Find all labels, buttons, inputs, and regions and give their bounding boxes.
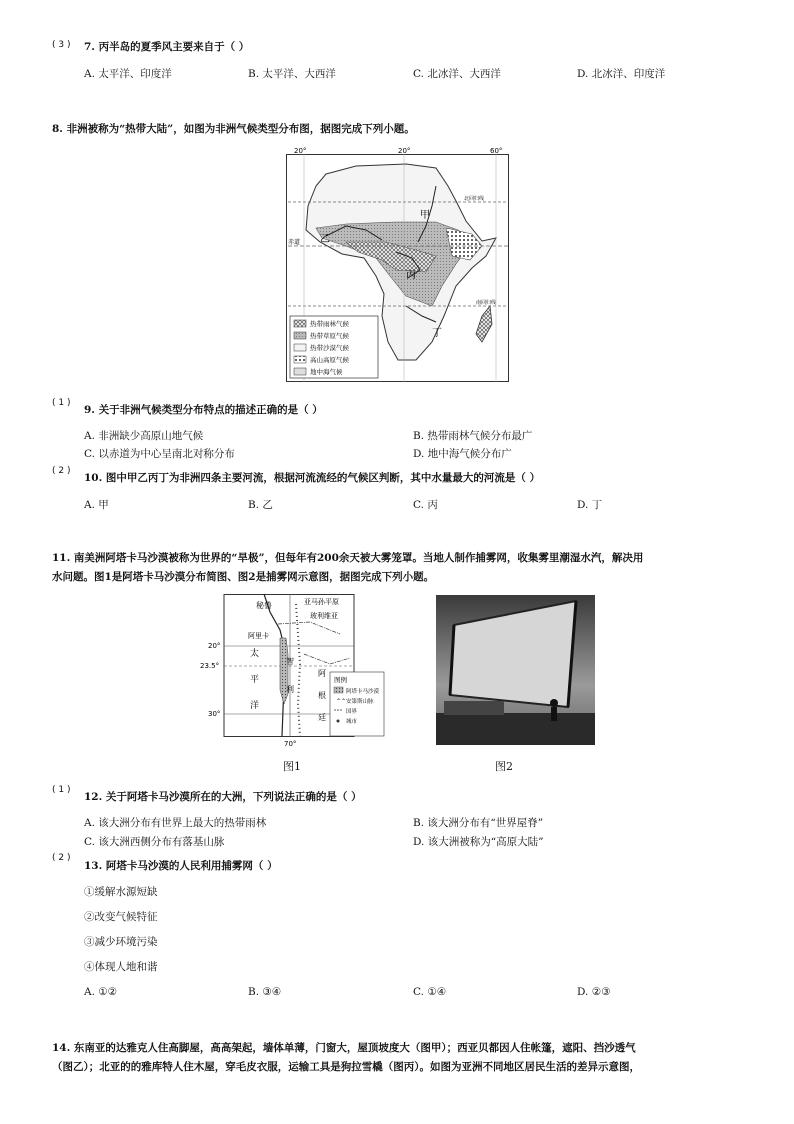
q13-option-d: D. ②③ (577, 986, 611, 998)
sub-question-number: ( 1 ) (52, 785, 71, 795)
q7-option-b: B. 太平洋、大西洋 (248, 68, 336, 80)
legend-symbol: ⌃⌃ (336, 698, 347, 705)
legend-swatch (294, 368, 306, 375)
q13-item-3: ③减少环境污染 (84, 936, 158, 948)
legend-item: 热带沙漠气候 (310, 344, 349, 352)
q7-option-c: C. 北冰洋、大西洋 (413, 68, 501, 80)
sub-question-number: ( 2 ) (52, 853, 71, 863)
q10-option-b: B. 乙 (248, 499, 273, 511)
q12-option-c: C. 该大洲西侧分布有落基山脉 (84, 836, 225, 848)
q7-option-d: D. 北冰洋、印度洋 (577, 68, 666, 80)
place-label-jia: 甲 (420, 210, 430, 221)
equator-label: 赤道 (288, 239, 301, 246)
q13-item-1: ①缓解水源短缺 (84, 886, 158, 898)
question-9-stem: 9. 关于非洲气候类型分布特点的描述正确的是（ ） (84, 404, 323, 416)
legend-swatch (294, 320, 306, 327)
q10-option-c: C. 丙 (413, 499, 438, 511)
sub-question-number: ( 1 ) (52, 398, 71, 408)
lon-label: 20° (294, 147, 307, 155)
q13-item-4: ④体现人地和谐 (84, 961, 158, 973)
place-label: 智 (286, 657, 294, 666)
legend-swatch (294, 332, 306, 339)
q10-option-d: D. 丁 (577, 499, 603, 511)
lon-label: 70° (284, 740, 297, 748)
fog-net-photo (436, 595, 595, 745)
question-11-stem-line1: 11. 南美洲阿塔卡马沙漠被称为世界的“旱极”，但每年有200余天被大雾笼罩。当地人制作捕雾网，收集雾里潮湿水汽，解决用 (52, 552, 644, 564)
sub-question-number: ( 3 ) (52, 40, 71, 50)
legend-item: 安第斯山脉 (346, 699, 374, 705)
tropic-label: 北回归线 (464, 196, 485, 202)
place-label: 利 (286, 685, 294, 694)
legend-item: 城市 (346, 719, 358, 725)
question-14-stem-line1: 14. 东南亚的达雅克人住高脚屋，高高架起，墙体单薄，门窗大，屋顶坡度大（图甲）；西亚贝都因人住帐篷，遮阳、挡沙透气 (52, 1042, 636, 1054)
q13-option-b: B. ③④ (248, 986, 282, 998)
place-label: 廷 (318, 713, 326, 722)
legend-item: 阿塔卡马沙漠 (346, 689, 380, 695)
place-label: 秘鲁 (256, 601, 272, 610)
building (444, 701, 504, 715)
q13-option-a: A. ①② (84, 986, 118, 998)
legend-item: 地中海气候 (310, 368, 343, 376)
q12-option-b: B. 该大洲分布有“世界屋脊” (413, 817, 544, 829)
place-label: 平 (250, 675, 260, 685)
legend-swatch (294, 344, 306, 351)
question-13-stem: 13. 阿塔卡马沙漠的人民利用捕雾网（ ） (84, 860, 278, 872)
question-8-stem: 8. 非洲被称为“热带大陆”，如图为非洲气候类型分布图，据图完成下列小题。 (52, 123, 415, 135)
q12-option-a: A. 该大洲分布有世界上最大的热带雨林 (84, 817, 267, 829)
lon-label: 60° (490, 147, 503, 155)
question-7-stem: 7. 丙半岛的夏季风主要来自于（ ） (84, 41, 250, 53)
question-12-stem: 12. 关于阿塔卡马沙漠所在的大洲，下列说法正确的是（ ） (84, 791, 362, 803)
q9-option-a: A. 非洲缺少高原山地气候 (84, 430, 204, 442)
tropic-label: 南回归线 (476, 300, 497, 306)
atacama-desert-area (280, 638, 288, 704)
legend-symbol (337, 720, 340, 723)
q13-option-c: C. ①④ (413, 986, 447, 998)
person-figure (551, 707, 557, 721)
lon-label: 20° (398, 147, 411, 155)
photo-ground (436, 713, 595, 745)
place-label: 洋 (250, 701, 260, 711)
figure-2-caption: 图2 (495, 760, 513, 773)
place-label: 玻利维亚 (310, 612, 338, 620)
place-label: 太 (250, 649, 260, 659)
place-label: 阿里卡 (248, 632, 269, 640)
place-label: 阿 (318, 669, 326, 678)
figure-1-caption: 图1 (283, 760, 301, 773)
legend-item: 热带草原气候 (310, 332, 349, 340)
q9-option-c: C. 以赤道为中心呈南北对称分布 (84, 448, 235, 460)
q9-option-d: D. 地中海气候分布广 (413, 448, 512, 460)
legend-swatch (334, 687, 343, 693)
legend-item: 国界 (346, 709, 358, 715)
q13-item-2: ②改变气候特征 (84, 911, 158, 923)
q10-option-a: A. 甲 (84, 499, 109, 511)
lat-label: 30° (208, 710, 221, 718)
question-14-stem-line2: （图乙）；北亚的的雅库特人住木屋，穿毛皮衣服，运输工具是狗拉雪橇（图丙）。如图为亚洲不同地区居民生活的差异示意图， (52, 1061, 640, 1073)
q12-option-d: D. 该大洲被称为“高原大陆” (413, 836, 544, 848)
place-label: 亚马孙平原 (304, 598, 339, 606)
q7-option-a: A. 太平洋、印度洋 (84, 68, 172, 80)
legend-title: 图例 (334, 676, 347, 684)
legend-item: 热带雨林气候 (310, 320, 349, 328)
lat-label: 23.5° (200, 662, 220, 670)
q9-option-b: B. 热带雨林气候分布最广 (413, 430, 533, 442)
place-label: 根 (318, 691, 326, 700)
legend-swatch (294, 356, 306, 363)
africa-climate-map (286, 146, 509, 382)
lat-label: 20° (208, 642, 221, 650)
question-10-stem: 10. 图中甲乙丙丁为非洲四条主要河流，根据河流流经的气候区判断，其中水量最大的河流是（ ） (84, 472, 541, 484)
atacama-map (200, 594, 386, 748)
sub-question-number: ( 2 ) (52, 466, 71, 476)
place-label-ding: 丁 (432, 328, 442, 339)
place-label-yi: 乙 (320, 234, 330, 245)
legend-item: 高山高原气候 (310, 356, 349, 364)
place-label-bing: 丙 (406, 270, 416, 281)
person-figure (550, 699, 558, 707)
question-11-stem-line2: 水问题。图1是阿塔卡马沙漠分布简图、图2是捕雾网示意图，据图完成下列小题。 (52, 571, 435, 583)
